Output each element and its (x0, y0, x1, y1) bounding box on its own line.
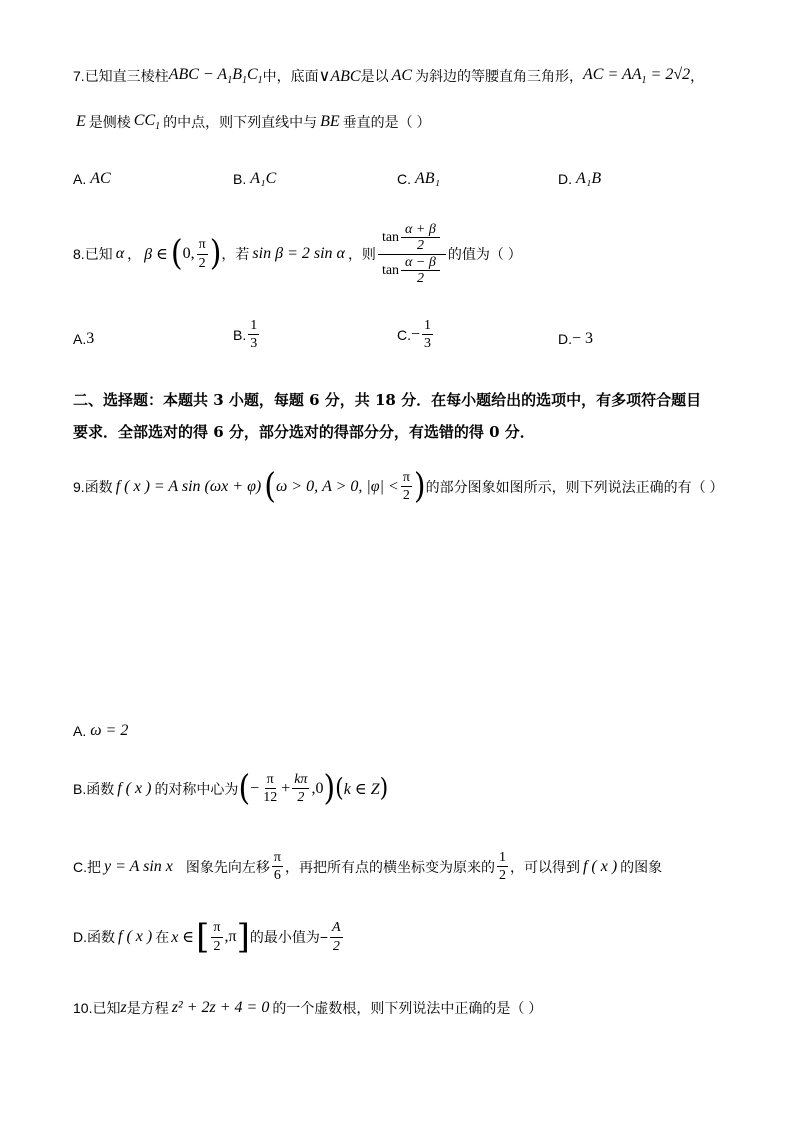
q8-condition: sin β = 2 sin α (252, 245, 345, 263)
q8-text-5: 的值为（ ） (447, 246, 522, 263)
q7-option-d[interactable]: D. A₁B (558, 170, 602, 187)
q7-text-7: 的中点，则下列直线中与 (163, 114, 318, 131)
q7-text-2: 中，底面 (262, 68, 319, 85)
q7-text-3: 是以 (360, 68, 389, 85)
q7-text-6: 是侧棱 (88, 114, 131, 131)
q7-condition: AC = $AA_1 = 2√2$ (583, 66, 691, 87)
q7-triangle: ∨ABC (318, 68, 361, 86)
q9-option-a[interactable]: A. ω = 2 (73, 722, 129, 739)
q10-number: 10. (73, 1000, 93, 1016)
q7-be: BE (320, 113, 340, 131)
q9-number: 9. (73, 478, 85, 495)
q8-option-d[interactable]: D. − 3 (558, 330, 594, 347)
q10-text-3: 的一个虚数根，则下列说法中正确的是（ ） (272, 1000, 543, 1016)
q10-equation: z² + 2z + 4 = 0 (171, 999, 270, 1016)
q7-prism: ABC − $A_1B_1C_1$ (168, 66, 263, 87)
q8-alpha: α (115, 245, 125, 263)
q8-interval-start: 0, (182, 245, 195, 263)
q8-text-4: ，则 (347, 246, 376, 263)
section2-heading-line2: 要求．全部选对的得 6 分，部分选对的得部分分，有选错的得 0 分． (73, 423, 535, 441)
section2-heading-line1: 二、选择题：本题共 3 小题，每题 6 分，共 18 分．在每小题给出的选项中，有多项符合题目 (73, 391, 702, 409)
q7-cc: $CC_1$ (133, 112, 161, 133)
q7-text-8: 垂直的是（ ） (342, 114, 431, 131)
q7-option-c[interactable]: C. AB₁ (397, 170, 441, 187)
q8-text-2: ， (127, 246, 142, 263)
q10-line (73, 998, 542, 1018)
q8-option-a[interactable]: A. 3 (73, 330, 95, 347)
q8-option-b[interactable]: B. $\frac{1}{3}$ (233, 318, 258, 352)
q8-pi-over-2: $\frac{\pi}{2}$ (198, 237, 206, 271)
q9-paren-right: ) (413, 466, 426, 507)
q9-line (73, 466, 724, 507)
q10-text-2: 是方程 (126, 1000, 169, 1016)
q9-paren-left: ( (264, 466, 276, 507)
q8-tan-ratio: tan $\frac{\alpha + \beta}{2}$ tan $\frac{\alpha - \beta}{2}$ (378, 222, 446, 287)
q7-line1 (73, 66, 704, 86)
q8-text-3: ，若 (221, 246, 250, 263)
q9-option-d[interactable]: D. 函数 f ( x ) 在 x ∈ [ $\frac{\pi}{2}$ ,π ] 的最小值为− $\frac{A}{2}$ (73, 917, 341, 957)
q7-option-a[interactable]: A. AC (73, 170, 111, 187)
q7-text-4: 为斜边的等腰直角三角形， (415, 68, 584, 85)
q7-line2 (76, 112, 431, 132)
q7-e: E (76, 113, 86, 131)
q7-ac: AC (391, 67, 413, 85)
q8-paren-left: ( (170, 233, 183, 274)
q7-text-5: ， (690, 68, 705, 85)
q9-pi-over-2: $\frac{\pi}{2}$ (402, 470, 410, 504)
q10-z: z (120, 999, 127, 1016)
q9-figure-area (73, 515, 723, 705)
q9-option-b[interactable]: B. 函数 f ( x ) 的对称中心为 ( − $\frac{\pi}{12}$ + $\frac{k\pi}{2}$ ,0 ) ( k ∈ Z ) (73, 768, 389, 809)
q9-conditions: ω > 0, A > 0, |φ| < (275, 477, 399, 495)
q8-beta-in: β ∈ (144, 246, 168, 264)
q8-number: 8. (73, 246, 85, 263)
q7-text-1: 已知直三棱柱 (84, 68, 169, 85)
q8-paren-right: ) (209, 233, 222, 274)
q8-line (73, 222, 522, 287)
q10-text-1: 已知 (92, 1000, 121, 1016)
q8-text-1: 已知 (84, 246, 113, 263)
q8-option-c[interactable]: C. − $\frac{1}{3}$ (397, 318, 432, 352)
q9-option-c[interactable]: C. 把 y = A sin x 图象先向左移 $\frac{\pi}{6}$ ，再把所有点的横坐标变为原来的 $\frac{1}{2}$ ，可以得到 f ( x ) 的图象 (73, 850, 663, 884)
q9-text-2: 的部分图象如图所示，则下列说法正确的有（ ） (425, 478, 724, 495)
q9-function: f ( x ) = A sin (ωx + φ) (115, 477, 262, 495)
q7-number: 7. (73, 68, 85, 85)
q9-text-1: 函数 (84, 478, 113, 495)
q7-option-b[interactable]: B. A₁C (233, 170, 277, 187)
